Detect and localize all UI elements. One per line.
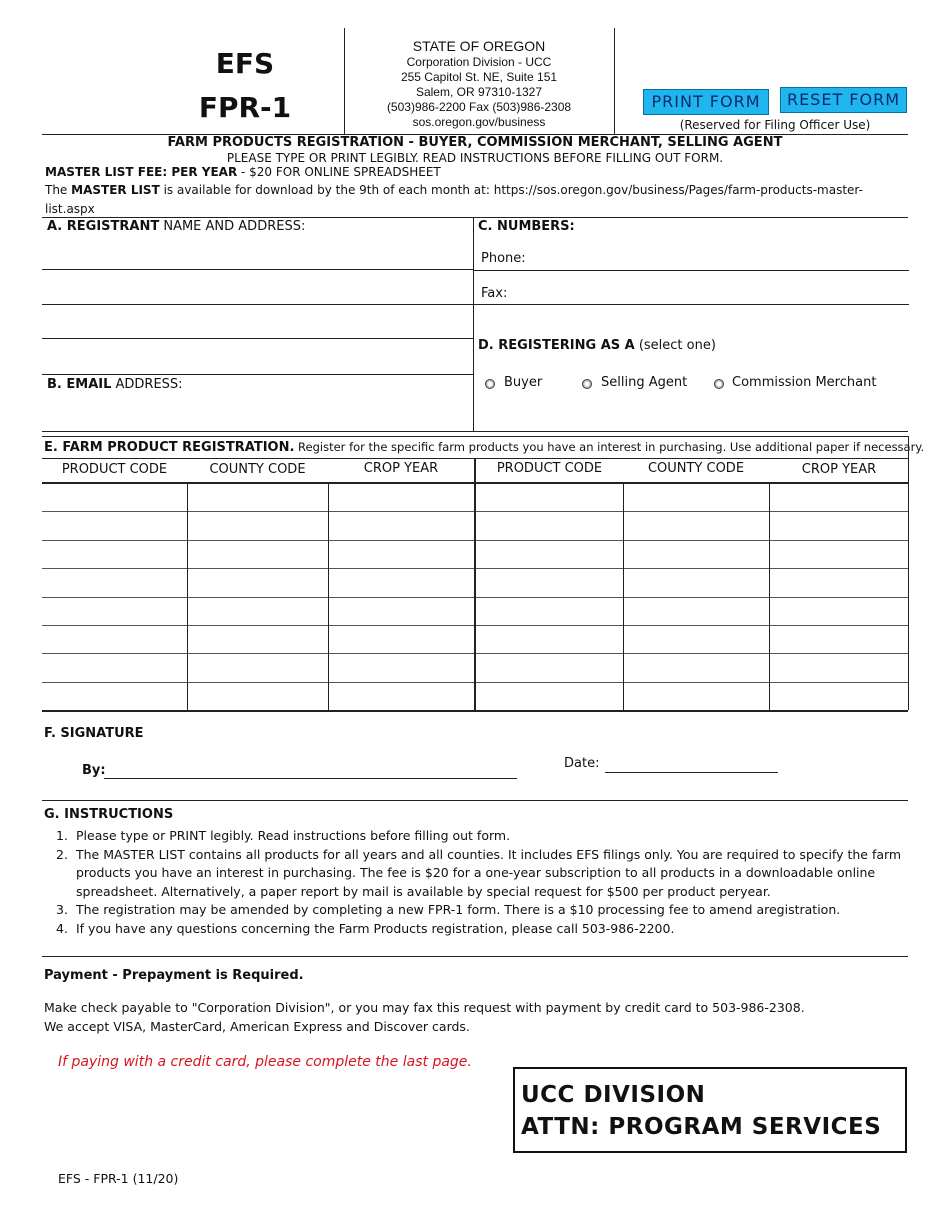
crop-year-cell-right[interactable]: [771, 599, 906, 623]
product-code-cell-left[interactable]: [44, 627, 185, 651]
product-code-cell-right[interactable]: [477, 542, 621, 566]
instruction-item: [56, 901, 926, 920]
crop-year-cell-left[interactable]: [330, 570, 473, 594]
registrant-address-line3-field[interactable]: [42, 339, 472, 374]
col-header-product-code-2: PRODUCT CODE: [496, 461, 603, 476]
master-list-availability: [45, 181, 925, 219]
reset-form-button[interactable]: RESET FORM: [780, 87, 907, 113]
section-f-label: F. SIGNATURE: [44, 726, 144, 741]
mail-to-line2: ATTN: PROGRAM SERVICES: [521, 1114, 882, 1140]
email-field[interactable]: [190, 376, 472, 396]
county-code-cell-right[interactable]: [625, 655, 767, 679]
crop-year-cell-left[interactable]: [330, 655, 473, 679]
instruction-number: 4.: [56, 920, 68, 936]
email-field-line2[interactable]: [42, 400, 472, 430]
county-code-cell-right[interactable]: [625, 627, 767, 651]
section-c-label: C. NUMBERS:: [478, 219, 575, 234]
payment-line1: Make check payable to "Corporation Division", or you may fax this request with payment by credit card to 503-986-2308.: [44, 1000, 805, 1015]
crop-year-cell-right[interactable]: [771, 655, 906, 679]
payment-line2: We accept VISA, MasterCard, American Express and Discover cards.: [44, 1019, 470, 1034]
phone-field[interactable]: [530, 248, 908, 270]
county-code-cell-left[interactable]: [189, 627, 326, 651]
product-code-cell-right[interactable]: [477, 513, 621, 537]
county-code-cell-right[interactable]: [625, 485, 767, 509]
commission-merchant-option-label: Commission Merchant: [732, 375, 877, 390]
crop-year-cell-left[interactable]: [330, 513, 473, 537]
section-a-label-rest: NAME AND ADDRESS:: [159, 219, 306, 234]
table-col-rule: [769, 483, 770, 710]
availability-prefix: The: [45, 183, 72, 197]
registrant-line-4: [42, 374, 473, 375]
instruction-item: [56, 846, 926, 902]
crop-year-cell-right[interactable]: [771, 542, 906, 566]
product-code-cell-right[interactable]: [477, 684, 621, 708]
availability-url-line2: list.aspx: [45, 202, 95, 216]
mail-to-line1: UCC DIVISION: [521, 1082, 706, 1108]
county-code-cell-left[interactable]: [189, 542, 326, 566]
table-col-rule: [623, 483, 624, 710]
section-d-label-bold: D. REGISTERING AS A: [478, 338, 635, 353]
buyer-radio[interactable]: [485, 379, 495, 389]
county-code-cell-right[interactable]: [625, 513, 767, 537]
section-d-label: [478, 338, 716, 353]
commission-merchant-radio[interactable]: [714, 379, 724, 389]
master-list-fee-label: MASTER LIST FEE: PER YEAR: [45, 165, 238, 179]
product-code-cell-left[interactable]: [44, 513, 185, 537]
fax-field[interactable]: [512, 283, 908, 304]
col-header-county-code-1: COUNTY CODE: [209, 462, 306, 477]
instruction-text-line: spreadsheet. Alternatively, a paper report by mail is available by special request for $500 per product peryear.: [76, 883, 771, 899]
print-form-button[interactable]: PRINT FORM: [643, 89, 769, 115]
product-code-cell-left[interactable]: [44, 570, 185, 594]
product-code-cell-left[interactable]: [44, 485, 185, 509]
agency-city: Salem, OR 97310-1327: [415, 85, 543, 99]
table-bottom-rule: [42, 710, 908, 712]
form-code-line1: EFS: [215, 47, 275, 80]
crop-year-cell-left[interactable]: [330, 599, 473, 623]
section-b-label-rest: ADDRESS:: [111, 377, 183, 392]
availability-url: is available for download by the 9th of each month at: https://sos.oregon.gov/business/Pages/farm-products-master-: [159, 183, 863, 197]
form-footer-id: EFS - FPR-1 (11/20): [58, 1171, 179, 1186]
selling-agent-option-label: Selling Agent: [601, 375, 688, 390]
section-e-label-rest: Register for the specific farm products you have an interest in purchasing. Use additional paper if necessary.: [294, 440, 925, 454]
selling-agent-radio[interactable]: [582, 379, 592, 389]
crop-year-cell-left[interactable]: [330, 542, 473, 566]
instruction-item: [56, 827, 926, 846]
product-code-cell-right[interactable]: [477, 570, 621, 594]
section-ad-divider: [473, 217, 474, 431]
form-title: FARM PRODUCTS REGISTRATION - BUYER, COMMISSION MERCHANT, SELLING AGENT: [167, 135, 783, 150]
crop-year-cell-right[interactable]: [771, 684, 906, 708]
instruction-item: [56, 920, 926, 939]
table-col-rule: [187, 483, 188, 710]
county-code-cell-left[interactable]: [189, 513, 326, 537]
county-code-cell-right[interactable]: [625, 570, 767, 594]
registrant-name-field[interactable]: [42, 237, 472, 269]
agency-phone: (503)986-2200 Fax (503)986-2308: [386, 100, 572, 114]
crop-year-cell-left[interactable]: [330, 627, 473, 651]
agency-website: sos.oregon.gov/business: [412, 115, 546, 129]
product-code-cell-right[interactable]: [477, 655, 621, 679]
county-code-cell-right[interactable]: [625, 684, 767, 708]
credit-card-note: If paying with a credit card, please complete the last page.: [58, 1054, 472, 1070]
form-code-line2: FPR-1: [198, 91, 292, 124]
section-b-label: [47, 377, 183, 392]
instruction-text-line: Please type or PRINT legibly. Read instructions before filling out form.: [76, 828, 511, 843]
registrant-address-line1-field[interactable]: [42, 270, 472, 304]
product-code-cell-left[interactable]: [44, 599, 185, 623]
table-right-border: [908, 436, 909, 710]
section-a-label-bold: A. REGISTRANT: [47, 219, 160, 234]
header-divider-right: [614, 28, 615, 134]
section-e-label-bold: E. FARM PRODUCT REGISTRATION.: [44, 440, 295, 455]
date-line: [605, 772, 778, 773]
product-code-cell-left[interactable]: [44, 655, 185, 679]
mail-to-box: [513, 1067, 907, 1153]
section-g-label: G. INSTRUCTIONS: [44, 807, 174, 822]
master-list-fee: [45, 165, 441, 179]
col-header-crop-year-2: CROP YEAR: [801, 462, 877, 477]
agency-state: STATE OF OREGON: [412, 38, 546, 54]
product-code-cell-left[interactable]: [44, 684, 185, 708]
crop-year-cell-right[interactable]: [771, 627, 906, 651]
product-code-cell-right[interactable]: [477, 599, 621, 623]
section-a-label: [47, 219, 305, 234]
fax-rule: [473, 304, 909, 305]
col-header-county-code-2: COUNTY CODE: [647, 461, 745, 476]
section-g-top-rule: [42, 800, 908, 801]
product-code-cell-left[interactable]: [44, 542, 185, 566]
instructions-list: [56, 827, 926, 939]
payment-heading: Payment - Prepayment is Required.: [44, 968, 304, 983]
agency-address: [344, 38, 614, 130]
county-code-cell-left[interactable]: [189, 485, 326, 509]
instruction-text-line: The registration may be amended by completing a new FPR-1 form. There is a $10 processing fee to amend aregistration.: [76, 902, 841, 918]
by-label: By:: [82, 763, 106, 778]
form-code: [150, 42, 340, 130]
phone-label: Phone:: [481, 251, 526, 266]
col-header-crop-year-1: CROP YEAR: [363, 461, 439, 476]
instruction-number: 1.: [56, 828, 68, 843]
crop-year-cell-right[interactable]: [771, 570, 906, 594]
county-code-cell-left[interactable]: [189, 570, 326, 594]
buyer-option-label: Buyer: [504, 375, 543, 390]
county-code-cell-right[interactable]: [625, 542, 767, 566]
phone-rule: [473, 270, 909, 271]
crop-year-cell-left[interactable]: [330, 485, 473, 509]
instruction-text-line: The MASTER LIST contains all products for all years and all counties. It includes EFS filings only. You are required to specify the farm: [76, 846, 902, 862]
table-col-rule: [328, 483, 329, 710]
instruction-number: 3.: [56, 902, 68, 918]
instruction-text-line: If you have any questions concerning the Farm Products registration, please call 503-986-2200.: [76, 920, 675, 936]
section-e-label: [44, 440, 925, 455]
fax-label: Fax:: [481, 286, 508, 301]
crop-year-cell-right[interactable]: [771, 513, 906, 537]
agency-street: 255 Capitol St. NE, Suite 151: [400, 70, 558, 84]
instruction-number: 2.: [56, 846, 68, 862]
signature-field[interactable]: [104, 760, 516, 778]
master-list-fee-text: - $20 FOR ONLINE SPREADSHEET: [237, 165, 441, 179]
availability-bold: MASTER LIST: [71, 183, 160, 197]
section-e-top-rule: [42, 431, 908, 432]
section-e-top-rule-2: [42, 436, 908, 437]
product-code-cell-right[interactable]: [477, 485, 621, 509]
section-a-top-rule: [42, 217, 908, 218]
table-center-rule: [474, 458, 476, 710]
signature-line: [104, 778, 517, 779]
col-header-product-code-1: PRODUCT CODE: [61, 462, 168, 477]
section-d-label-rest: (select one): [634, 338, 716, 353]
reserved-note: (Reserved for Filing Officer Use): [679, 118, 871, 132]
county-code-cell-left[interactable]: [189, 655, 326, 679]
crop-year-cell-right[interactable]: [771, 485, 906, 509]
agency-division: Corporation Division - UCC: [406, 55, 552, 69]
county-code-cell-left[interactable]: [189, 684, 326, 708]
payment-top-rule: [42, 956, 908, 957]
date-label: Date:: [564, 756, 600, 771]
section-b-label-bold: B. EMAIL: [47, 377, 112, 392]
registrant-address-line2-field[interactable]: [42, 305, 472, 338]
county-code-cell-left[interactable]: [189, 599, 326, 623]
instruction-text-line: products you have an interest in purchasing. The fee is $20 for a one-year subscription to all products in a downloadable online: [76, 865, 876, 881]
date-field[interactable]: [605, 755, 777, 772]
crop-year-cell-left[interactable]: [330, 684, 473, 708]
form-subtitle: PLEASE TYPE OR PRINT LEGIBLY. READ INSTRUCTIONS BEFORE FILLING OUT FORM.: [226, 151, 724, 165]
product-code-cell-right[interactable]: [477, 627, 621, 651]
county-code-cell-right[interactable]: [625, 599, 767, 623]
